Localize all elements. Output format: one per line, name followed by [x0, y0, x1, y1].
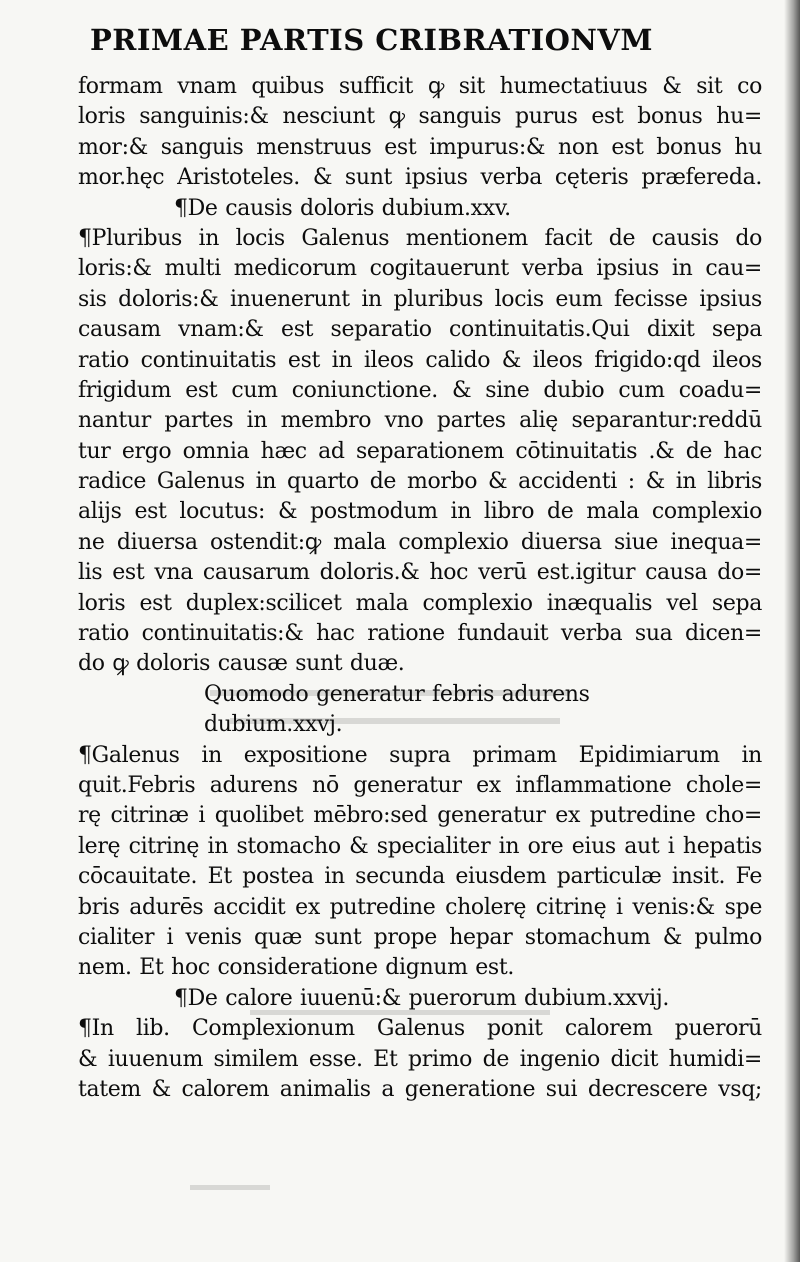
section-heading: Quomodo generatur febris adurens	[204, 681, 590, 707]
text-line: loris est duplex:scilicet mala complexio inæqualis vel sepa	[78, 590, 762, 616]
text-line: ¶Galenus in expositione supra primam Epidimiarum in	[78, 742, 762, 768]
text-line: lis est vna causarum doloris.& hoc verū est.igitur causa do=	[78, 560, 762, 586]
page-edge-shadow	[784, 0, 800, 1262]
text-line: mor.hęc Aristoteles. & sunt ipsius verba cęteris præfereda.	[78, 165, 762, 191]
text-line: formam vnam quibus sufficit ꝙ sit humectatiuus & sit co	[78, 74, 762, 99]
text-line: bris adurēs accidit ex putredine cholerę citrinę i venis:& spe	[78, 894, 762, 920]
text-line: ne diuersa ostendit:ꝙ mala complexio diuersa siue inequa=	[78, 529, 762, 555]
text-line: sis doloris:& inuenerunt in pluribus locis eum fecisse ipsius	[78, 286, 762, 312]
text-line: cōcauitate. Et postea in secunda eiusdem particulæ insit. Fe	[78, 864, 762, 890]
text-block	[78, 72, 762, 1105]
text-line: ratio continuitatis:& hac ratione fundauit verba sua dicen=	[78, 621, 762, 647]
text-line: rę citrinæ i quolibet mēbro:sed generatur ex putredine cho=	[78, 803, 762, 829]
text-line: do ꝙ doloris causæ sunt duæ.	[78, 651, 405, 677]
text-line: quit.Febris adurens nō generatur ex inflammatione chole=	[78, 772, 762, 798]
text-line: ¶Pluribus in locis Galenus mentionem facit de causis do	[78, 225, 762, 251]
text-line: lerę citrinę in stomacho & specialiter in ore eius aut i hepatis	[78, 833, 762, 859]
text-line: causam vnam:& est separatio continuitatis.Qui dixit sepa	[78, 317, 762, 343]
text-line: ¶In lib. Complexionum Galenus ponit calorem puerorū	[78, 1016, 762, 1042]
text-line: nantur partes in membro vno partes alię separantur:reddū	[78, 408, 762, 434]
running-header: PRIMAE PARTIS CRIBRATIONVM	[90, 23, 654, 57]
text-line: tur ergo omnia hæc ad separationem cōtinuitatis .& de hac	[78, 438, 762, 464]
text-line: frigidum est cum coniunctione. & sine dubio cum coadu=	[78, 377, 762, 403]
text-line: alijs est locutus: & postmodum in libro de mala complexio	[78, 499, 762, 525]
section-heading: ¶De causis doloris dubium.xxv.	[174, 195, 511, 221]
text-line: loris sanguinis:& nesciunt ꝙ sanguis purus est bonus hu=	[78, 104, 762, 130]
section-heading: ¶De calore iuuenū:& puerorum dubium.xxvij.	[174, 985, 669, 1011]
text-line: loris:& multi medicorum cogitauerunt verba ipsius in cau=	[78, 256, 762, 282]
section-heading: dubium.xxvj.	[204, 712, 343, 738]
text-line: nem. Et hoc consideratione dignum est.	[78, 955, 514, 981]
text-line: ratio continuitatis est in ileos calido & ileos frigido:qd ileos	[78, 347, 762, 373]
text-line: radice Galenus in quarto de morbo & accidenti : & in libris	[78, 469, 762, 495]
text-line: tatem & calorem animalis a generatione sui decrescere vsq;	[78, 1076, 762, 1102]
text-line: cialiter i venis quæ sunt prope hepar stomachum & pulmo	[78, 924, 762, 950]
text-line: & iuuenum similem esse. Et primo de ingenio dicit humidi=	[78, 1046, 762, 1072]
text-line: mor:& sanguis menstruus est impurus:& non est bonus hu	[78, 134, 762, 160]
